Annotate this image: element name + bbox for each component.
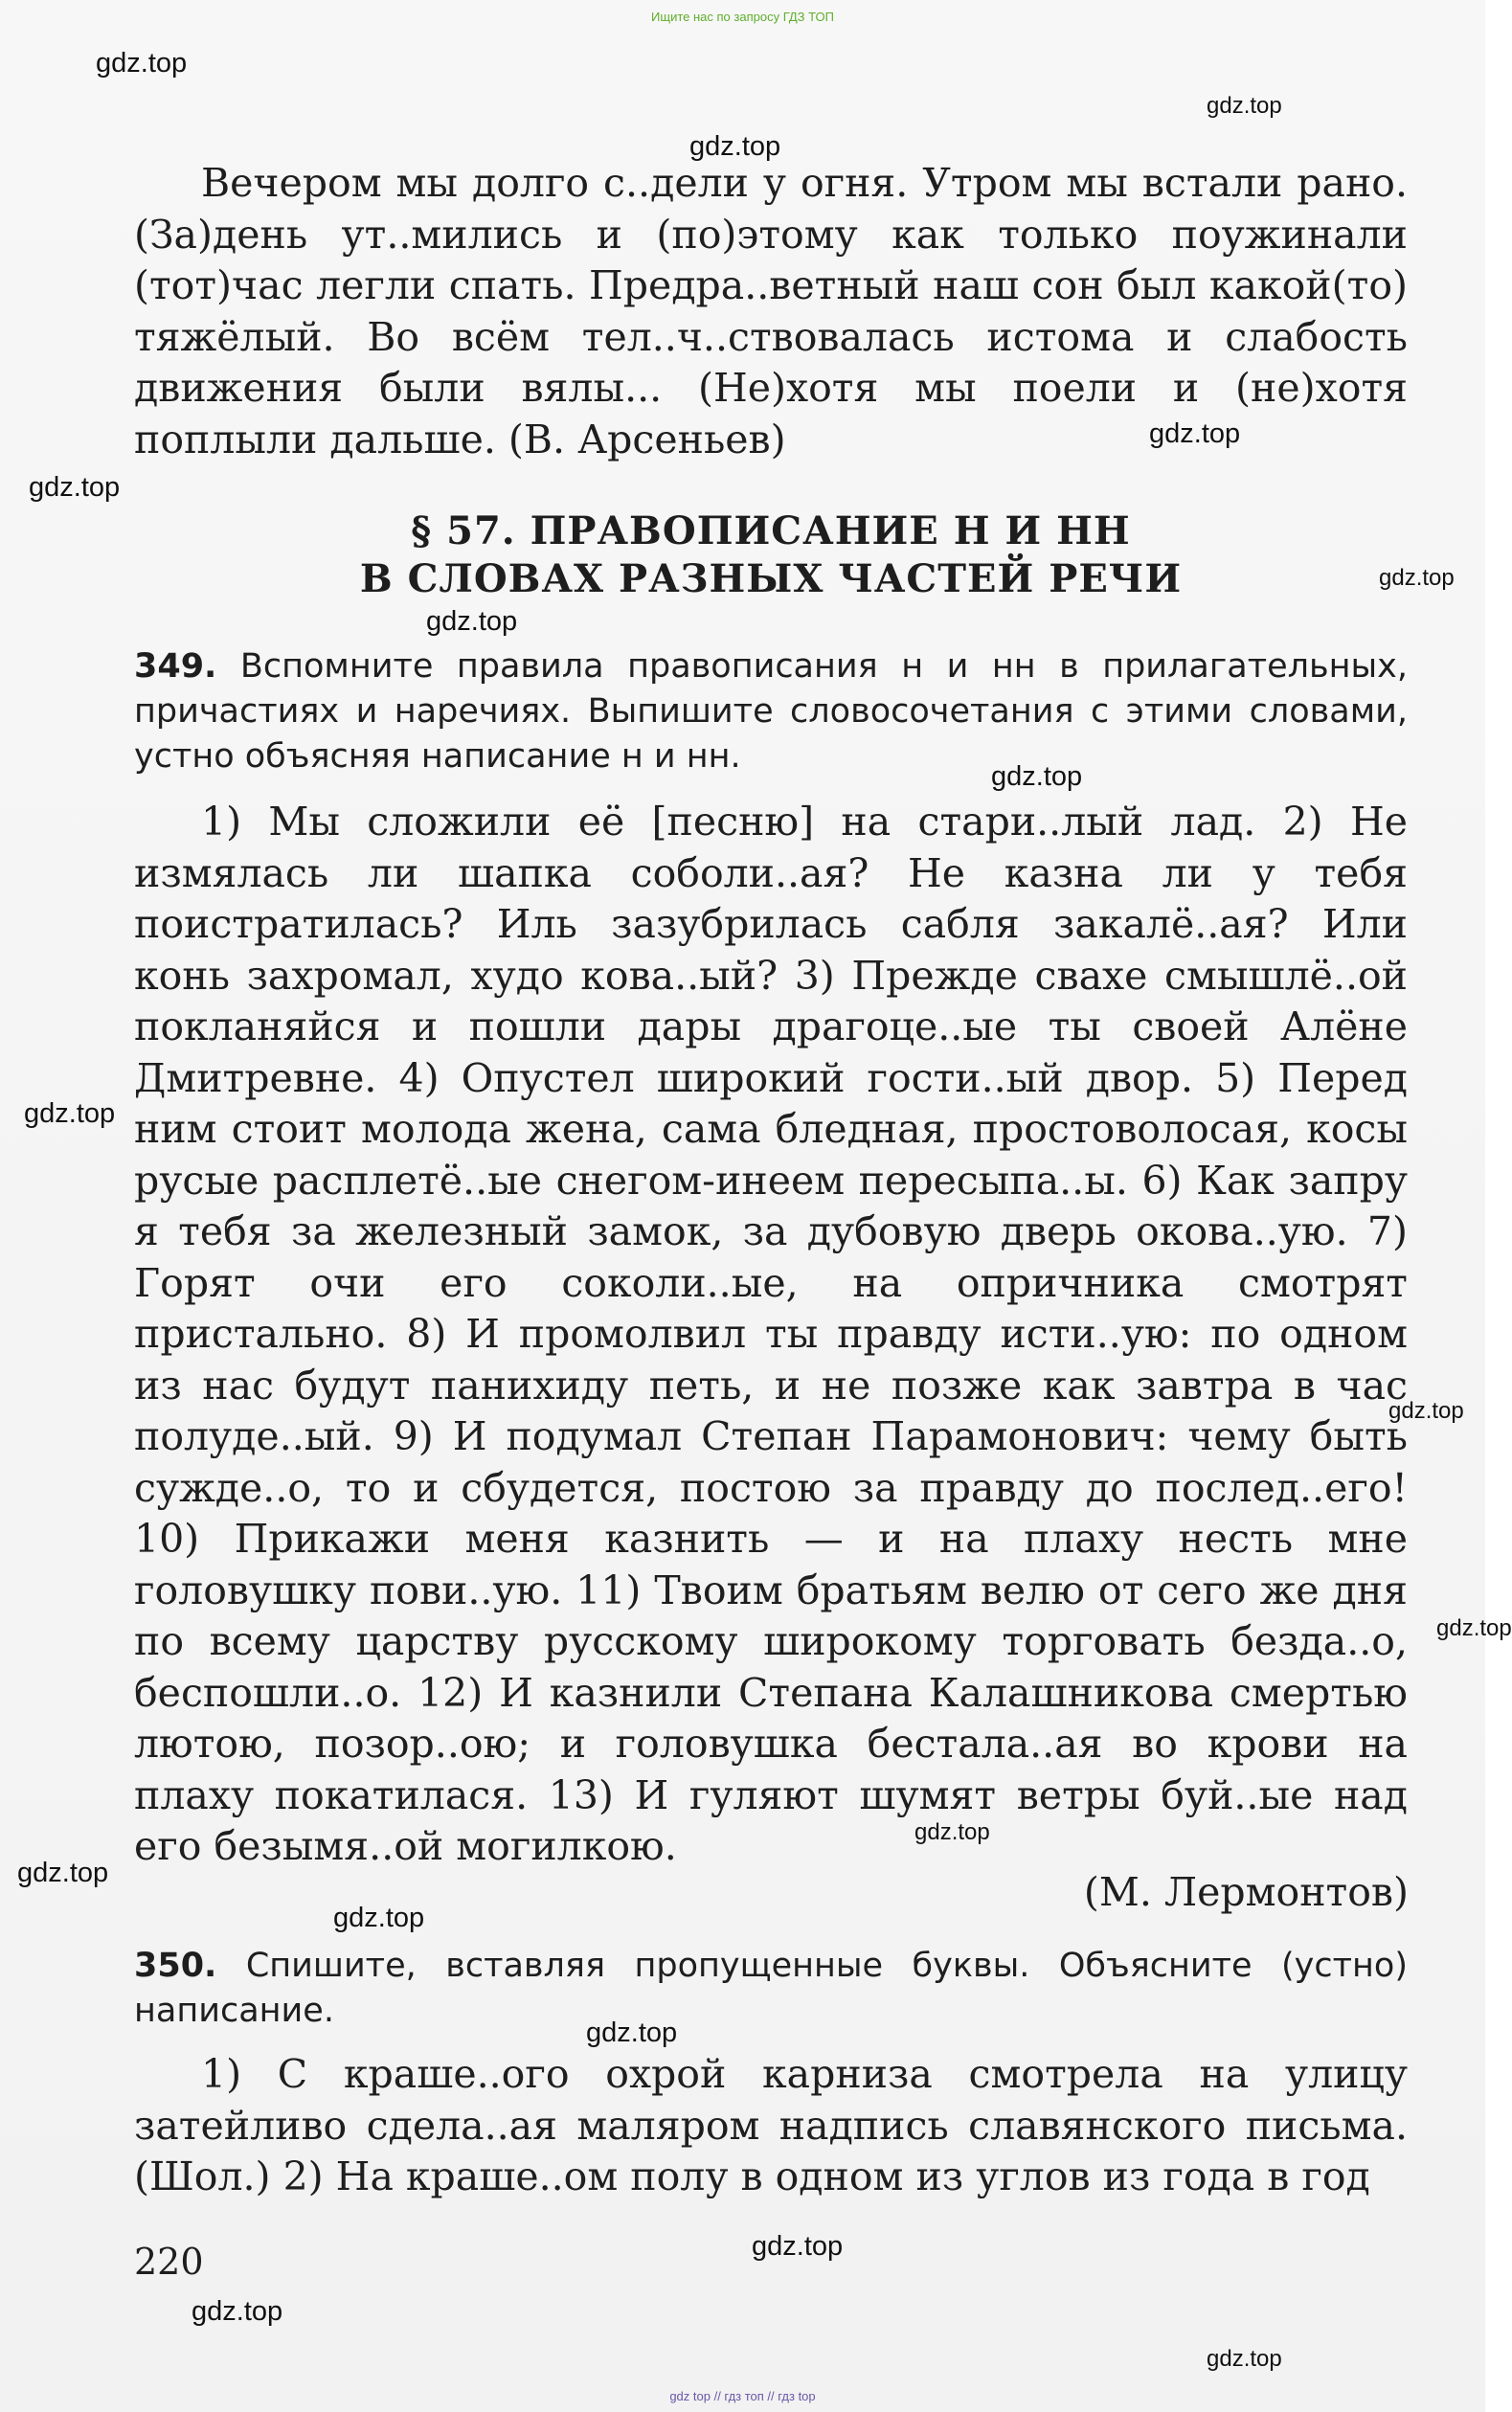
intro-paragraph xyxy=(134,158,1408,465)
bottom-banner-note: gdz top // гдз топ // гдз top xyxy=(669,2389,816,2403)
intro-text: Вечером мы долго с..дели у огня. Утром мы встали рано. (За)день ут..мились и (по)этому как только поужинали (тот)час легли спать. Предра..ветный наш сон был какой(то) тяжёлый. Во всём тел..ч..ствовалась истома и слабость движения были вялы... (Не)хотя мы поели и (не)хотя поплыли дальше. (В. Арсеньев) xyxy=(134,160,1408,462)
exercise-350-instruction xyxy=(134,1944,1408,2034)
watermark: gdz.top xyxy=(96,48,188,79)
exercise-350-text: 1) С краше..ого охрой карниза смотрела на улицу затейливо сдела..ая маляром надпись славянского письма. (Шол.) 2) На краше..ом полу в одном из углов из года в год xyxy=(134,2051,1408,2199)
watermark: gdz.top xyxy=(689,131,781,162)
watermark: gdz.top xyxy=(1388,1398,1464,1424)
exercise-349-text-block xyxy=(134,797,1408,1873)
watermark: gdz.top xyxy=(1207,2346,1282,2372)
section-title-line1: § 57. ПРАВОПИСАНИЕ Н И НН xyxy=(411,508,1131,553)
watermark: gdz.top xyxy=(192,2296,283,2327)
watermark: gdz.top xyxy=(24,1098,116,1129)
exercise-349-instruction xyxy=(134,644,1408,779)
exercise-349-text: 1) Мы сложили её [песню] на стари..лый лад. 2) Не измялась ли шапка соболи..ая? Не казна ли у тебя поистратилась? Иль зазубрилась сабля закалё..ая? Или конь захромал, худо кова..ый? 3) Прежде свахе смышлё..ой покланяйся и пошли дары драгоце..ые ты своей Алёне Дмитревне. 4) Опустел широкий гости..ый двор. 5) Перед ним стоит молода жена, сама бледная, простоволосая, косы русые расплетё..ые снегом-инеем пересыпа..ы. 6) Как запру я тебя за железный замок, за дубовую дверь окова..ую. 7) Горят очи его соколи..ые, на опричника смотрят пристально. 8) И промолвил ты правду исти..ую: по одном из нас будут панихиду петь, и не позже как завтра в час полуде..ый. 9) И подумал Степан Парамонович: чему быть сужде..о, то и сбудется, постою за правду до послед..его! 10) Прикажи меня казнить — и на плаху несть мне головушку пови..ую. 11) Твоим братьям велю от сего же дня по всему царству русскому широкому торговать безда..о, беспошли..о. 12) И казнили Степана Калашникова смертью лютою, позор..ою; и головушка бестала..ая во крови на плаху покатилася. 13) И гуляют шумят ветры буй..ые над его безымя..ой могилкою. xyxy=(134,799,1408,1869)
watermark: gdz.top xyxy=(1379,565,1455,591)
watermark: gdz.top xyxy=(586,2018,678,2048)
exercise-number: 350. xyxy=(134,1947,217,1985)
top-banner-note: Ищите нас по запросу ГДЗ ТОП xyxy=(651,10,834,24)
watermark: gdz.top xyxy=(752,2231,844,2262)
exercise-349-author: (М. Лермонтов) xyxy=(1083,1869,1409,1915)
exercise-number: 349. xyxy=(134,647,217,686)
watermark: gdz.top xyxy=(29,472,121,503)
exercise-instruction: Спишите, вставляя пропущенные буквы. Объясните (устно) написание. xyxy=(134,1947,1408,2030)
watermark: gdz.top xyxy=(1436,1615,1512,1641)
section-heading xyxy=(134,507,1408,603)
page-number: 220 xyxy=(134,2241,204,2283)
section-title-line2: В СЛОВАХ РАЗНЫХ ЧАСТЕЙ РЕЧИ xyxy=(359,556,1183,601)
watermark: gdz.top xyxy=(1207,93,1282,119)
watermark: gdz.top xyxy=(1149,418,1241,449)
watermark: gdz.top xyxy=(991,761,1083,792)
watermark: gdz.top xyxy=(333,1903,425,1933)
watermark: gdz.top xyxy=(426,606,518,637)
exercise-350-text-block xyxy=(134,2049,1408,2203)
watermark: gdz.top xyxy=(17,1858,109,1888)
watermark: gdz.top xyxy=(914,1819,990,1845)
exercise-instruction: Вспомните правила правописания н и нн в прилагательных, причастиях и наречиях. Выпишите словосочетания с этими словами, устно объясняя написание н и нн. xyxy=(134,647,1408,776)
